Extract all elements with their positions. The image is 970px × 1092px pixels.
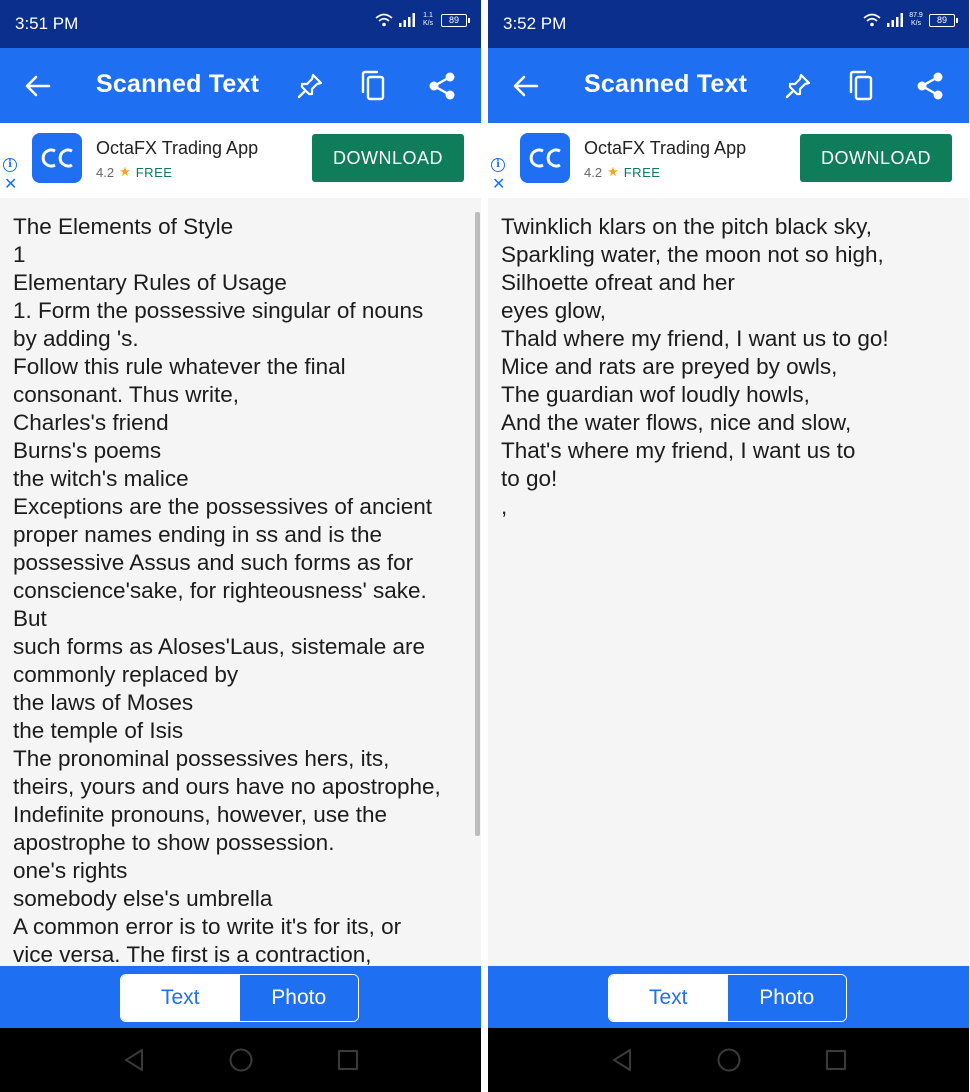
phone-screen-left [0, 0, 481, 1092]
page-title: Scanned Text [584, 70, 748, 98]
text-line: Silhoette ofreat and her [501, 270, 735, 295]
text-line: Thald where my friend, I want us to go! [501, 326, 889, 351]
battery-icon: 89 [441, 14, 467, 27]
text-line: conscience'sake, for righteousness' sake. [13, 578, 427, 603]
copy-icon [847, 70, 875, 102]
text-line: eyes glow, [501, 298, 607, 323]
ad-meta [96, 164, 172, 180]
phone-screen-right [488, 0, 969, 1092]
status-bar [0, 0, 481, 48]
arrow-left-icon [513, 75, 539, 97]
signal-icon [887, 13, 903, 27]
bottom-bar [0, 966, 481, 1028]
pin-icon [784, 72, 812, 100]
status-icons [863, 12, 955, 28]
text-line: The Elements of Style [13, 214, 234, 239]
download-button[interactable]: DOWNLOAD [312, 134, 464, 182]
copy-button[interactable] [356, 68, 390, 104]
back-button[interactable] [22, 70, 54, 102]
tab-text[interactable]: Text [609, 975, 728, 1021]
text-line: But [13, 606, 47, 631]
copy-icon [359, 70, 387, 102]
text-line: one's rights [13, 858, 128, 883]
text-line: Elementary Rules of Usage [13, 270, 287, 295]
ad-meta [584, 164, 660, 180]
signal-icon [399, 13, 415, 27]
text-line: Charles's friend [13, 410, 169, 435]
ad-price: FREE [623, 164, 661, 180]
text-line: commonly replaced by [13, 662, 239, 687]
text-line: Burns's poems [13, 438, 162, 463]
text-line: Indefinite pronouns, however, use the [13, 802, 388, 827]
scrollbar[interactable] [475, 212, 480, 836]
back-button[interactable] [510, 70, 542, 102]
text-line: consonant. Thus write, [13, 382, 239, 407]
star-icon: ★ [607, 164, 619, 179]
text-line: 1 [13, 242, 26, 267]
nav-home-button[interactable] [226, 1045, 256, 1075]
status-icons [375, 12, 467, 28]
battery-icon: 89 [929, 14, 955, 27]
text-line: possessive Assus and such forms as for [13, 550, 414, 575]
text-line: 1. Form the possessive singular of nouns [13, 298, 424, 323]
triangle-back-icon [611, 1048, 633, 1072]
octafx-logo [32, 133, 82, 183]
copy-button[interactable] [844, 68, 878, 104]
status-bar [488, 0, 969, 48]
bottom-bar [488, 966, 969, 1028]
text-line: Mice and rats are preyed by owls, [501, 354, 838, 379]
triangle-back-icon [123, 1048, 145, 1072]
status-time: 3:52 PM [503, 14, 567, 33]
nav-recents-button[interactable] [821, 1045, 851, 1075]
share-button[interactable] [913, 68, 947, 104]
close-icon[interactable]: ✕ [4, 174, 18, 193]
wifi-icon [863, 13, 881, 27]
text-line: the laws of Moses [13, 690, 194, 715]
tab-photo[interactable]: Photo [728, 975, 847, 1021]
text-line: Exceptions are the possessives of ancient [13, 494, 432, 519]
tab-photo[interactable]: Photo [240, 975, 359, 1021]
text-line: The pronominal possessives hers, its, [13, 746, 390, 771]
download-button[interactable]: DOWNLOAD [800, 134, 952, 182]
nav-recents-button[interactable] [333, 1045, 363, 1075]
app-bar [488, 48, 969, 123]
nav-back-button[interactable] [607, 1045, 637, 1075]
text-line: to go! [501, 466, 558, 491]
text-line: A common error is to write it's for its, or [13, 914, 402, 939]
text-line: Sparkling water, the moon not so high, [501, 242, 884, 267]
info-icon[interactable]: i [491, 158, 505, 172]
share-button[interactable] [425, 68, 459, 104]
pin-icon [296, 72, 324, 100]
circle-home-icon [228, 1047, 254, 1073]
text-line: vice versa. The first is a contraction, [13, 942, 372, 966]
status-time: 3:51 PM [15, 14, 79, 33]
text-line: That's where my friend, I want us to [501, 438, 856, 463]
text-line: theirs, yours and ours have no apostrophe, [13, 774, 441, 799]
text-line: such forms as Aloses'Laus, sistemale are [13, 634, 425, 659]
text-line: , [501, 494, 508, 519]
share-icon [916, 71, 944, 101]
ad-rating: 4.2 [96, 164, 115, 180]
ad-price: FREE [135, 164, 173, 180]
text-line: And the water flows, nice and slow, [501, 410, 852, 435]
text-line: Follow this rule whatever the final [13, 354, 346, 379]
star-icon: ★ [119, 164, 131, 179]
ad-rating: 4.2 [584, 164, 603, 180]
view-toggle [120, 974, 359, 1022]
octafx-logo [520, 133, 570, 183]
view-toggle [608, 974, 847, 1022]
ad-app-name: OctaFX Trading App [96, 138, 259, 158]
text-line: by adding 's. [13, 326, 139, 351]
pin-button[interactable] [781, 68, 815, 104]
circle-home-icon [716, 1047, 742, 1073]
text-line: proper names ending in ss and is the [13, 522, 382, 547]
network-speed: 1.1 K/s [422, 12, 434, 27]
info-icon[interactable]: i [3, 158, 17, 172]
square-recents-icon [337, 1049, 359, 1071]
network-speed: 87.9 K/s [909, 12, 923, 27]
nav-home-button[interactable] [714, 1045, 744, 1075]
arrow-left-icon [25, 75, 51, 97]
close-icon[interactable]: ✕ [492, 174, 506, 193]
text-line: the witch's malice [13, 466, 189, 491]
app-bar [0, 48, 481, 123]
tab-text[interactable]: Text [121, 975, 240, 1021]
ad-banner[interactable] [0, 123, 481, 198]
pin-button[interactable] [293, 68, 327, 104]
scanned-text-area[interactable] [0, 198, 481, 966]
wifi-icon [375, 13, 393, 27]
ad-app-name: OctaFX Trading App [584, 138, 747, 158]
text-line: apostrophe to show possession. [13, 830, 335, 855]
text-line: Twinklich klars on the pitch black sky, [501, 214, 872, 239]
text-line: The guardian wof loudly howls, [501, 382, 810, 407]
scanned-text-area[interactable] [488, 198, 969, 966]
square-recents-icon [825, 1049, 847, 1071]
share-icon [428, 71, 456, 101]
nav-back-button[interactable] [119, 1045, 149, 1075]
text-line: somebody else's umbrella [13, 886, 273, 911]
system-nav-bar [488, 1028, 969, 1092]
system-nav-bar [0, 1028, 481, 1092]
ad-banner[interactable] [488, 123, 969, 198]
text-line: the temple of Isis [13, 718, 184, 743]
page-title: Scanned Text [96, 70, 260, 98]
